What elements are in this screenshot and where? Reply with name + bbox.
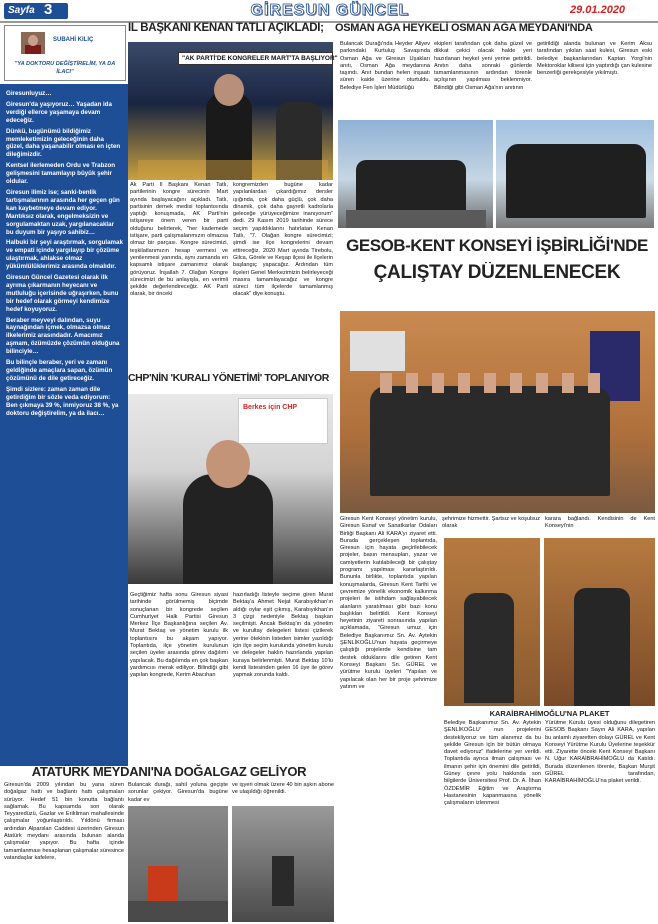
- gesob-col4: Belediye Başkanımız Sn. Av. Aytekin ŞENLİKOĞLU' nun projelerini destekliyoruz ve tüm alanımız da bu şekilde Giresun için bir bütün olmaya davet ediyoruz" ifadelerine yer verildi. Toplantıda ayrıca ilman çalışması ve ilmanın şehir için önemini dile getirildi, Güney çevre yolu hakkında son bilgilerde Üniversitesi Prof. Dr. A. İlhan ÖZDEMİR Eğitim ve Araştırma Hastanesinin kapanmasına yönelik çalışmaların izlenmesi: [444, 720, 541, 807]
- gesob-group-photo: [340, 311, 655, 513]
- sidebar-paragraph: Halbuki bir şeyi araştırmak, sorgulamak ve empati içinde yargılayıp bir çözüme ulaştırmak, ahlakse olmaz yükümlülüklerimiz arasında olmalıdır.: [6, 239, 123, 271]
- sidebar-paragraph: Bu bilinçle beraber, yeri ve zamanı geldiğinde amaçlara sapan, özümün çözümünü de dile getireceğiz.: [6, 359, 113, 382]
- page-header: [0, 0, 658, 22]
- issue-date: 29.01.2020: [570, 4, 626, 16]
- ataturk-col3: ve işyeri olmak üzere 40 bin aşkın abone ve ulaşıldığı öğrenildi.: [232, 782, 334, 796]
- ak-parti-caption-box: [178, 52, 338, 65]
- ataturk-headline: ATATÜRK MEYDANI'NA DOĞALGAZ GELİYOR: [31, 764, 307, 779]
- chp-col2: hazırladığı listeyle seçime giren Murat Bektaş'a Ahmet Nejat Karabıyıkhan'ın aldığı oylar eşit çıkmış, Karabıyıkhan'ın 3 çizgi nedeniyle Bektaş başkan seçilmişti. Ancak Bektaş'ın da yönetim ve kurultay delegeleri listesi çizilerek yerine ötekinin listeden isimler yazıldığı için ilçe seçim kurulunda yönetim kurulu ve delegeler haklın hazırlanda yapılan kuraya belirlenmişti. Murat Bektaş 10'lu kendi listesinden gelen 16 üye ile görev yapmak zorunda kaldı.: [233, 592, 333, 679]
- sidebar-paragraph: Giresun ilimiz ise; sanki-benlik tartışmalarının arasında her geçen gün kan kaybetmeye devam ediyor. Mantıksız olarak, engelmeksizin ve sorgulamaktan uzak, yargılanacaklar bu duyum bir yaşıyo sahibiz…: [6, 188, 120, 236]
- sidebar-paragraph: Kentsel ilerlemeden Ordu ve Trabzon gelişmesini tamamlayıp büyük şehir oldular.: [6, 162, 115, 186]
- page-number: 3: [44, 1, 53, 18]
- paper-name: GİRESUN GÜNCEL: [250, 2, 410, 19]
- sidebar-paragraph: Şimdi sizlere: zaman zaman dile getirdiğim bir sözle veda ediyorum: Ben çıkmaya 39 %, inmiyoruz 38 %, ya doktoru değiştirelim, ya da ilacı…: [6, 385, 119, 417]
- osman-aga-photo-right: [496, 120, 654, 228]
- sidebar-paragraph: Giresun Güncel Gazetesi olarak ilk ayrıma çıkarmanın heyecanı ve mutluluğu içerisinde uğraşırken, bunu bir hedef olarak görmeyi kendimize hedef koyuyoruz.: [6, 274, 119, 313]
- gesob-col2: şehrimize hizmettir. Şartsız ve koşulsuz olarak: [442, 516, 540, 530]
- ataturk-photo-right: [232, 806, 334, 922]
- ataturk-col2: Bulancak durağı, sahil yoluna geçişte sorunlar çekiyor. Giresun'da bugüne kadar ev: [128, 782, 228, 802]
- sidebar-paragraph: Beraber meyveyi dalından, suyu kaynağından içmek, olmazsa olmaz ilkelerimiz arasındadır. Amacımız aşmam, özümüzde çözümün olduğuna bilinciyle…: [6, 316, 120, 356]
- chp-col1: Geçtiğimiz hafta sonu Giresun siyasi tarihinde görülmemiş biçimde sonuçlanan bir kongrede seçilen Cumhuriyet Halk Partisi Giresun Merkez İlçe Başkanlığına seçilen Av. Murat Bektaş ve yönetim kurulu ilk toplantısını bu akşam yapıyor. Toplantıda, ilçe yönetim kurulunun seçilen üyeler arasında görev dağılımı yapılacak. Bu dağılımda en çok başkan yardımcısı merak ediliyor. Bilindiği gibi yapılan kongrede, Kerim Abacıhan: [130, 592, 228, 679]
- columnist-box: [4, 25, 126, 81]
- columnist-name: SUBAHİ KILIÇ: [53, 37, 94, 43]
- columnist-avatar: [21, 32, 45, 54]
- plaket-subhead: KARAİBRAHİMOĞLU'NA PLAKET: [489, 709, 610, 718]
- gesob-col1: Giresun Kent Konseyi yönetim kurulu, Giresun Esnaf ve Sanatkarlar Odaları Birliği Başkanı Ali KARA'yı ziyaret etti. Burada gerçekleşen toplantıda, Giresun için hayata geçirilebilecek projeler, basın mensupları, yazar ve camiyetlerin katılabileceği bir çalıştay programı yapılması kararlaştırıldı. Bununla birlikte, toplantıda yapılan konuşmalarda, Giresun Kent Tarihi ve çevremize yönelik ekonomik kalkınma projeleri ile istihdam sağlayabilecek alanların yaratılması gibi bazı konu başlıkları belirtildi. Kent Konseyi heyetinin ziyareti sonrasında yapılan açıklamada, "Giresun umuz için Belediye Başkanımız Sn. Av. Aytekin ŞENLİKOĞLU'nun hayata geçirmeye çalıştığı projelerde kendisine tam destek olduklarını dile getiren Kent Konseyi Başkanı Sn. GÜREL ve yürütme kurulu üyeleri "Yapılan ve yapılacak olan her bir proje şehrimize yatırım ve: [340, 516, 437, 690]
- osman-aga-photo-left: [338, 120, 493, 228]
- sidebar-paragraph: Giresunluyuz…: [6, 90, 52, 97]
- sidebar-paragraph: Giresun'da yaşıyoruz… Yaşadan ida verdiği ellerce yaşamaya devam edeceğiz.: [6, 100, 112, 124]
- ataturk-col1: Giresun'da 2009 yılından bu yana süren doğalgaz hattı ve bağlantı hattı çalışmaları sürüyor. Hedef 51 bin konutta bağlantı sağlamak. Bu kapsamda son olarak Teyyaredüzü, Gazlar ve Erikliman mahallesinde çalışmalar yoğunlaştırıldı. Yıldönü firması ardından Alparslan Caddesi üzerinden Giresun Atatürk meydanı arasında bulunan alanda çalışmalar yapıyor. Bu hafta içinde tamamlanması hesaplanan çalışmalar süresince vatandaşlar kafelere,: [4, 782, 124, 861]
- chp-photo: [128, 394, 333, 584]
- sidebar-paragraph: Dünkü, bugünümü bildiğimiz memleketimizin geleceğinin daha güzel, daha yaşanabilir olması en içten dileğimizdir.: [6, 127, 121, 159]
- osman-col1: Bulancak Durağı'nda Heyder Aliyev parkındaki Kurtuluş Savaşında Osman Ağa ve Giresun Uşakları anıtı, Osman Ağa meydanına taşındı. Anıt bundan helen inşaatı süren kaide üzerine oturtuldu. Belediye Fen İşleri Müdürlüğü: [340, 41, 430, 91]
- gesob-photo-left: [444, 538, 540, 706]
- sidebar-column: [0, 84, 128, 766]
- chp-banner-text: Berkes için CHP: [243, 404, 298, 411]
- page-word: Sayfa: [8, 5, 35, 16]
- ak-parti-col1: Ak Parti İl Başkanı Kenan Tatlı, partilerinin kongre sürecinin Mart ayında başlayacağını açıkladı. Tatlı, partisinin dernek medisi toplantısında yaptığı konuşmada, AK Parti'nin istişareye önem veren bir parti olduğunu belirterek, "her kademede istişare, parti çalışmalarımızın olmazsa olmaz bir parçası. Kongre sürecimizi, teşkilatlarımızın hesap vermesi ve yenilenmesi yanında, aynı zamanda en kapsamlı istişare zamanımız olarak görüyoruz. İnşallah 7. Olağan Kongre sürecimizi de bu anlayışla, en verimli şekilde değerlendireceğiz. AK Parti olarak, bir önceki: [130, 182, 228, 298]
- gesob-headline-line1: GESOB-KENT KONSEYİ İŞBİRLİĞİ'NDE: [346, 236, 648, 255]
- osman-aga-headline: OSMAN AĞA HEYKELİ OSMAN AĞA MEYDANI'NDA: [335, 22, 593, 34]
- gesob-col3: karara bağlandı. Kendisinin de Kent Konseyi'nin: [545, 516, 655, 530]
- gesob-photo-right: [544, 538, 655, 706]
- osman-col3: getirildiği alanda bulunan ve Kerim Aksu tarafından yıkılan saat kulesi, Giresun eski belediye başkanlarından Kaptan Yorgi'nin Mektoroklar kilisesi için yaptırdığı çan kulesine benzerliği gerekçesiyle yıkılmıştı.: [537, 41, 652, 77]
- column-title: "YA DOKTORU DEĞİŞTİRELİM, YA DA İLACI": [14, 61, 116, 75]
- ak-parti-col2: kongremizden bugüne kadar yapılanlardan çıkardığımız dersler ışığında, çok daha güçlü, çok daha dinamik, çok daha gayretli kadrolarla geleceğe yürüyeceğimize inanıyorum" dedi. 29 Kasım 2019 tarihinde sürece seçim yapıldıklarını hatırlatan Kenan Tatlı, "7. Olağan kongre sürecimizi; şimdi ise ilçe kongrelerini devam ettireceğiz. 2020 Mart ayında Tirebolu, Gilca, Görele ve Keşap ilçesi ile ilçelerin başlangıç yapacağız. Ardından tüm ilçeleri Genel Merkezimizin belirleyeceği masıra tamamlayacağız ve kongre süreci tüm ilçelerde tamamlanmış olacak" diye konuştu.: [233, 182, 333, 298]
- chp-headline: CHP'NİN 'KURALI YÖNETİMİ' TOPLANIYOR: [128, 372, 329, 384]
- ak-parti-headline: İL BAŞKANI KENAN TATLI AÇIKLADI;: [128, 22, 324, 34]
- gesob-headline-line2: ÇALIŞTAY DÜZENLENECEK: [373, 262, 621, 283]
- gesob-col5: Yürütme Kurulu üyesi olduğunu dilegetiren GESOB Başkanı Sayın Ali KARA, yapılan bu anlamlı ziyaretten dolayı GÜREL ve Kent Konseyi Yürütme Kurulu Üyelerine teşekkür etti. Ziyarette önceki Kent Konseyi Başkanı N. Uğur KARAİBRAHİMOĞLU da Katıldı. Burada düzenlenen törenle, Başkan Murşit GÜREL tarafından, KARAİBRAHİMOĞLU'na plaket verildi.: [545, 720, 655, 785]
- ak-parti-caption: "AK PARTİ'DE KONGRELER MART'TA BAŞLIYOR": [182, 55, 338, 62]
- chp-banner: [238, 398, 328, 444]
- osman-col2: ekipleri tarafından çok daha güzel ve dikkat çekici olacak halde yeri hazırlanan heykel yeni yerine getirildi. Anıtın daha sonraki günlerde tamamlanmasının ardından törenle açılışının yapılması beklenmiyor. Bilindiği gibi Osman Ağa'nın anıtının: [434, 41, 532, 91]
- sidebar-text: [6, 90, 123, 760]
- ataturk-photo-left: [128, 806, 228, 922]
